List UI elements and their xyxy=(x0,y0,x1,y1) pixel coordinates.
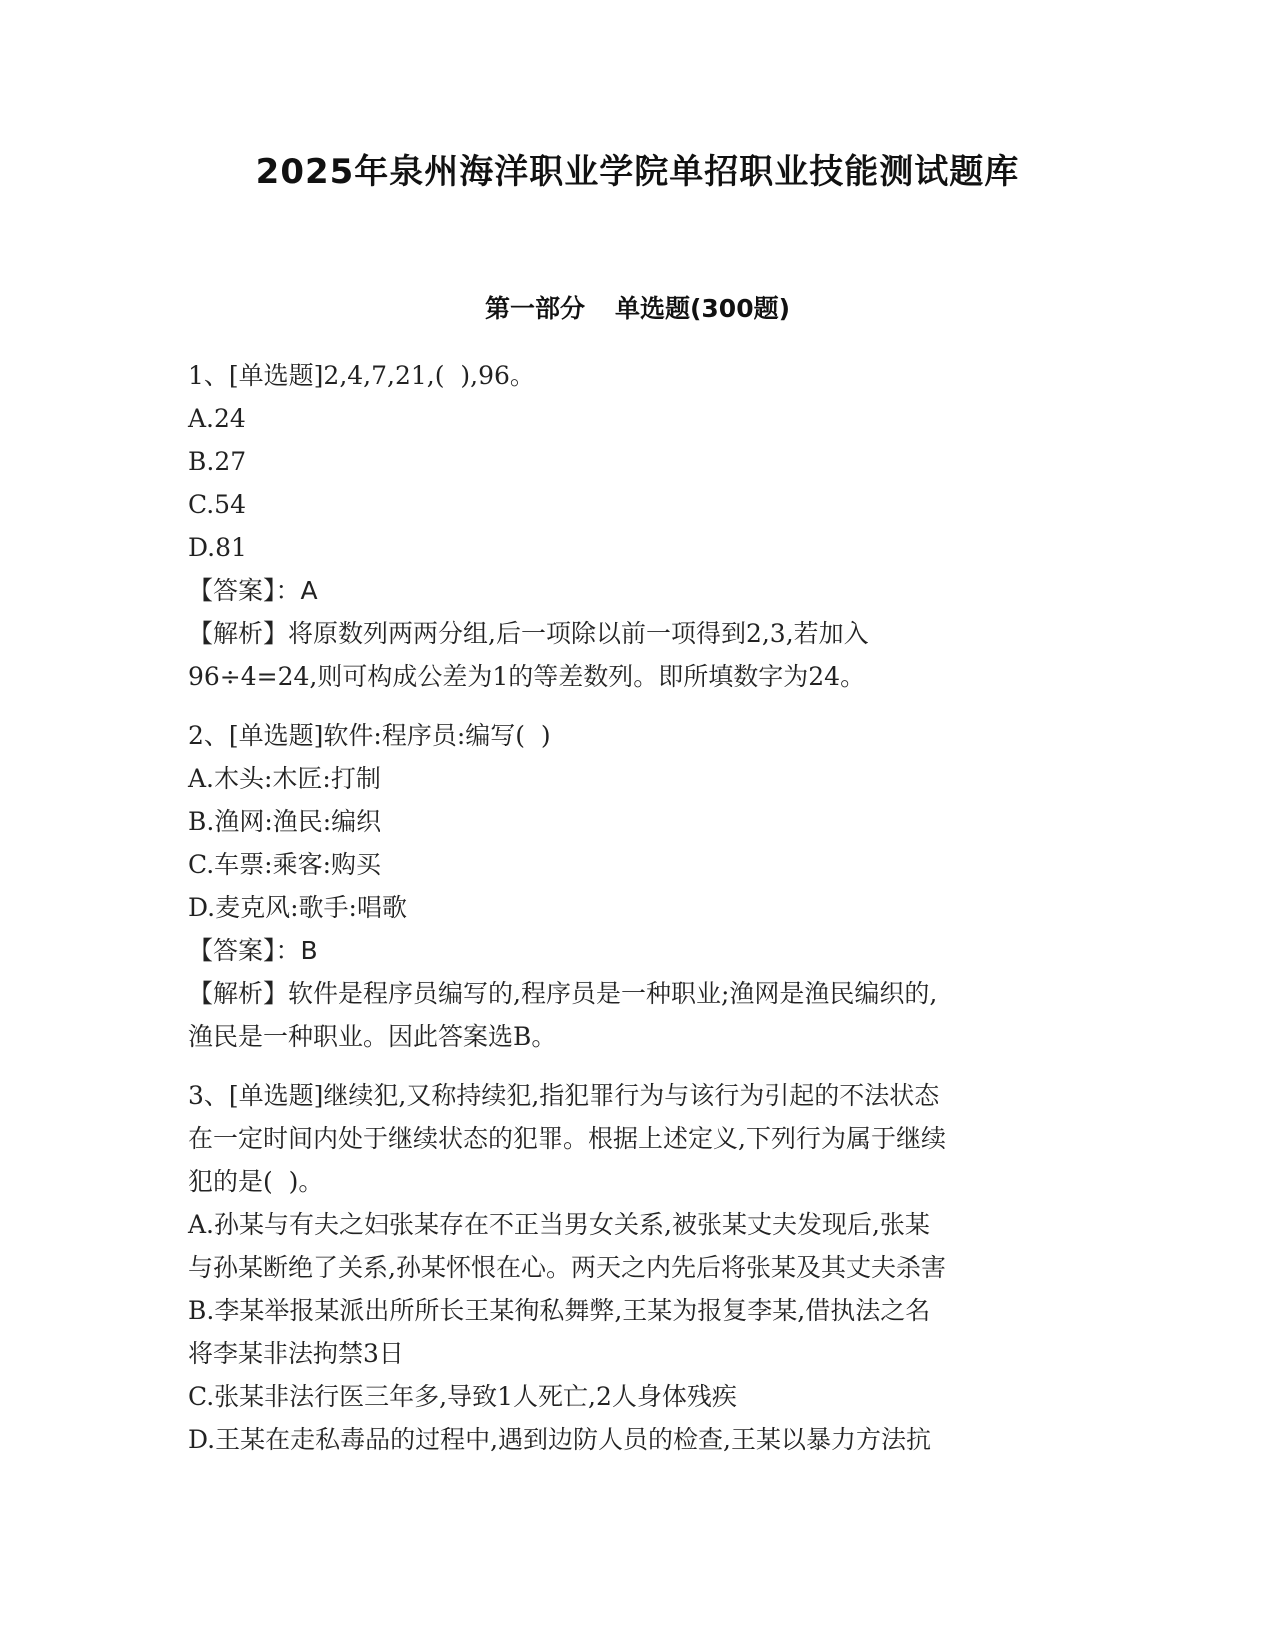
answer: 【答案】：A xyxy=(188,576,318,605)
analysis-line: 【解析】软件是程序员编写的,程序员是一种职业;渔网是渔民编织的, xyxy=(188,979,938,1008)
option-c: C.张某非法行医三年多,导致1人死亡,2人身体残疾 xyxy=(188,1382,737,1411)
answer: 【答案】：B xyxy=(188,936,318,965)
option-a: A.孙某与有夫之妇张某存在不正当男女关系,被张某丈夫发现后,张某 xyxy=(188,1210,930,1239)
option-d: D.麦克风:歌手:唱歌 xyxy=(188,893,407,922)
analysis-line: 【解析】将原数列两两分组,后一项除以前一项得到2,3,若加入 xyxy=(188,619,869,648)
question-1 xyxy=(188,354,1088,698)
option-a-continued: 与孙某断绝了关系,孙某怀恨在心。两天之内先后将张某及其丈夫杀害 xyxy=(188,1253,946,1282)
section-heading xyxy=(0,292,1275,326)
analysis-line: 渔民是一种职业。因此答案选B。 xyxy=(188,1022,557,1051)
option-b: B.27 xyxy=(188,447,247,476)
option-b: B.渔网:渔民:编织 xyxy=(188,807,382,836)
option-c: C.车票:乘客:购买 xyxy=(188,850,382,879)
document-title: 2025年泉州海洋职业学院单招职业技能测试题库 xyxy=(255,152,1020,192)
option-b-continued: 将李某非法拘禁3日 xyxy=(188,1339,404,1368)
question-stem-line: 在一定时间内处于继续状态的犯罪。根据上述定义,下列行为属于继续 xyxy=(188,1124,946,1153)
question-stem-line: 犯的是( )。 xyxy=(188,1167,324,1196)
analysis-line: 96÷4=24,则可构成公差为1的等差数列。即所填数字为24。 xyxy=(188,662,866,691)
option-d: D.81 xyxy=(188,533,247,562)
question-2 xyxy=(188,714,1088,1058)
section-label: 第一部分 xyxy=(484,294,585,323)
question-stem: 2、[单选题]软件:程序员:编写( ) xyxy=(188,721,551,750)
option-c: C.54 xyxy=(188,490,246,519)
question-list xyxy=(188,354,1088,1477)
option-a: A.木头:木匠:打制 xyxy=(188,764,381,793)
option-d: D.王某在走私毒品的过程中,遇到边防人员的检查,王某以暴力方法抗 xyxy=(188,1425,931,1454)
question-stem-line: 3、[单选题]继续犯,又称持续犯,指犯罪行为与该行为引起的不法状态 xyxy=(188,1081,940,1110)
question-stem: 1、[单选题]2,4,7,21,( ),96。 xyxy=(188,361,535,390)
question-3 xyxy=(188,1074,1088,1461)
option-a: A.24 xyxy=(188,404,246,433)
option-b: B.李某举报某派出所所长王某徇私舞弊,王某为报复李某,借执法之名 xyxy=(188,1296,931,1325)
section-name: 单选题(300题) xyxy=(614,294,791,323)
